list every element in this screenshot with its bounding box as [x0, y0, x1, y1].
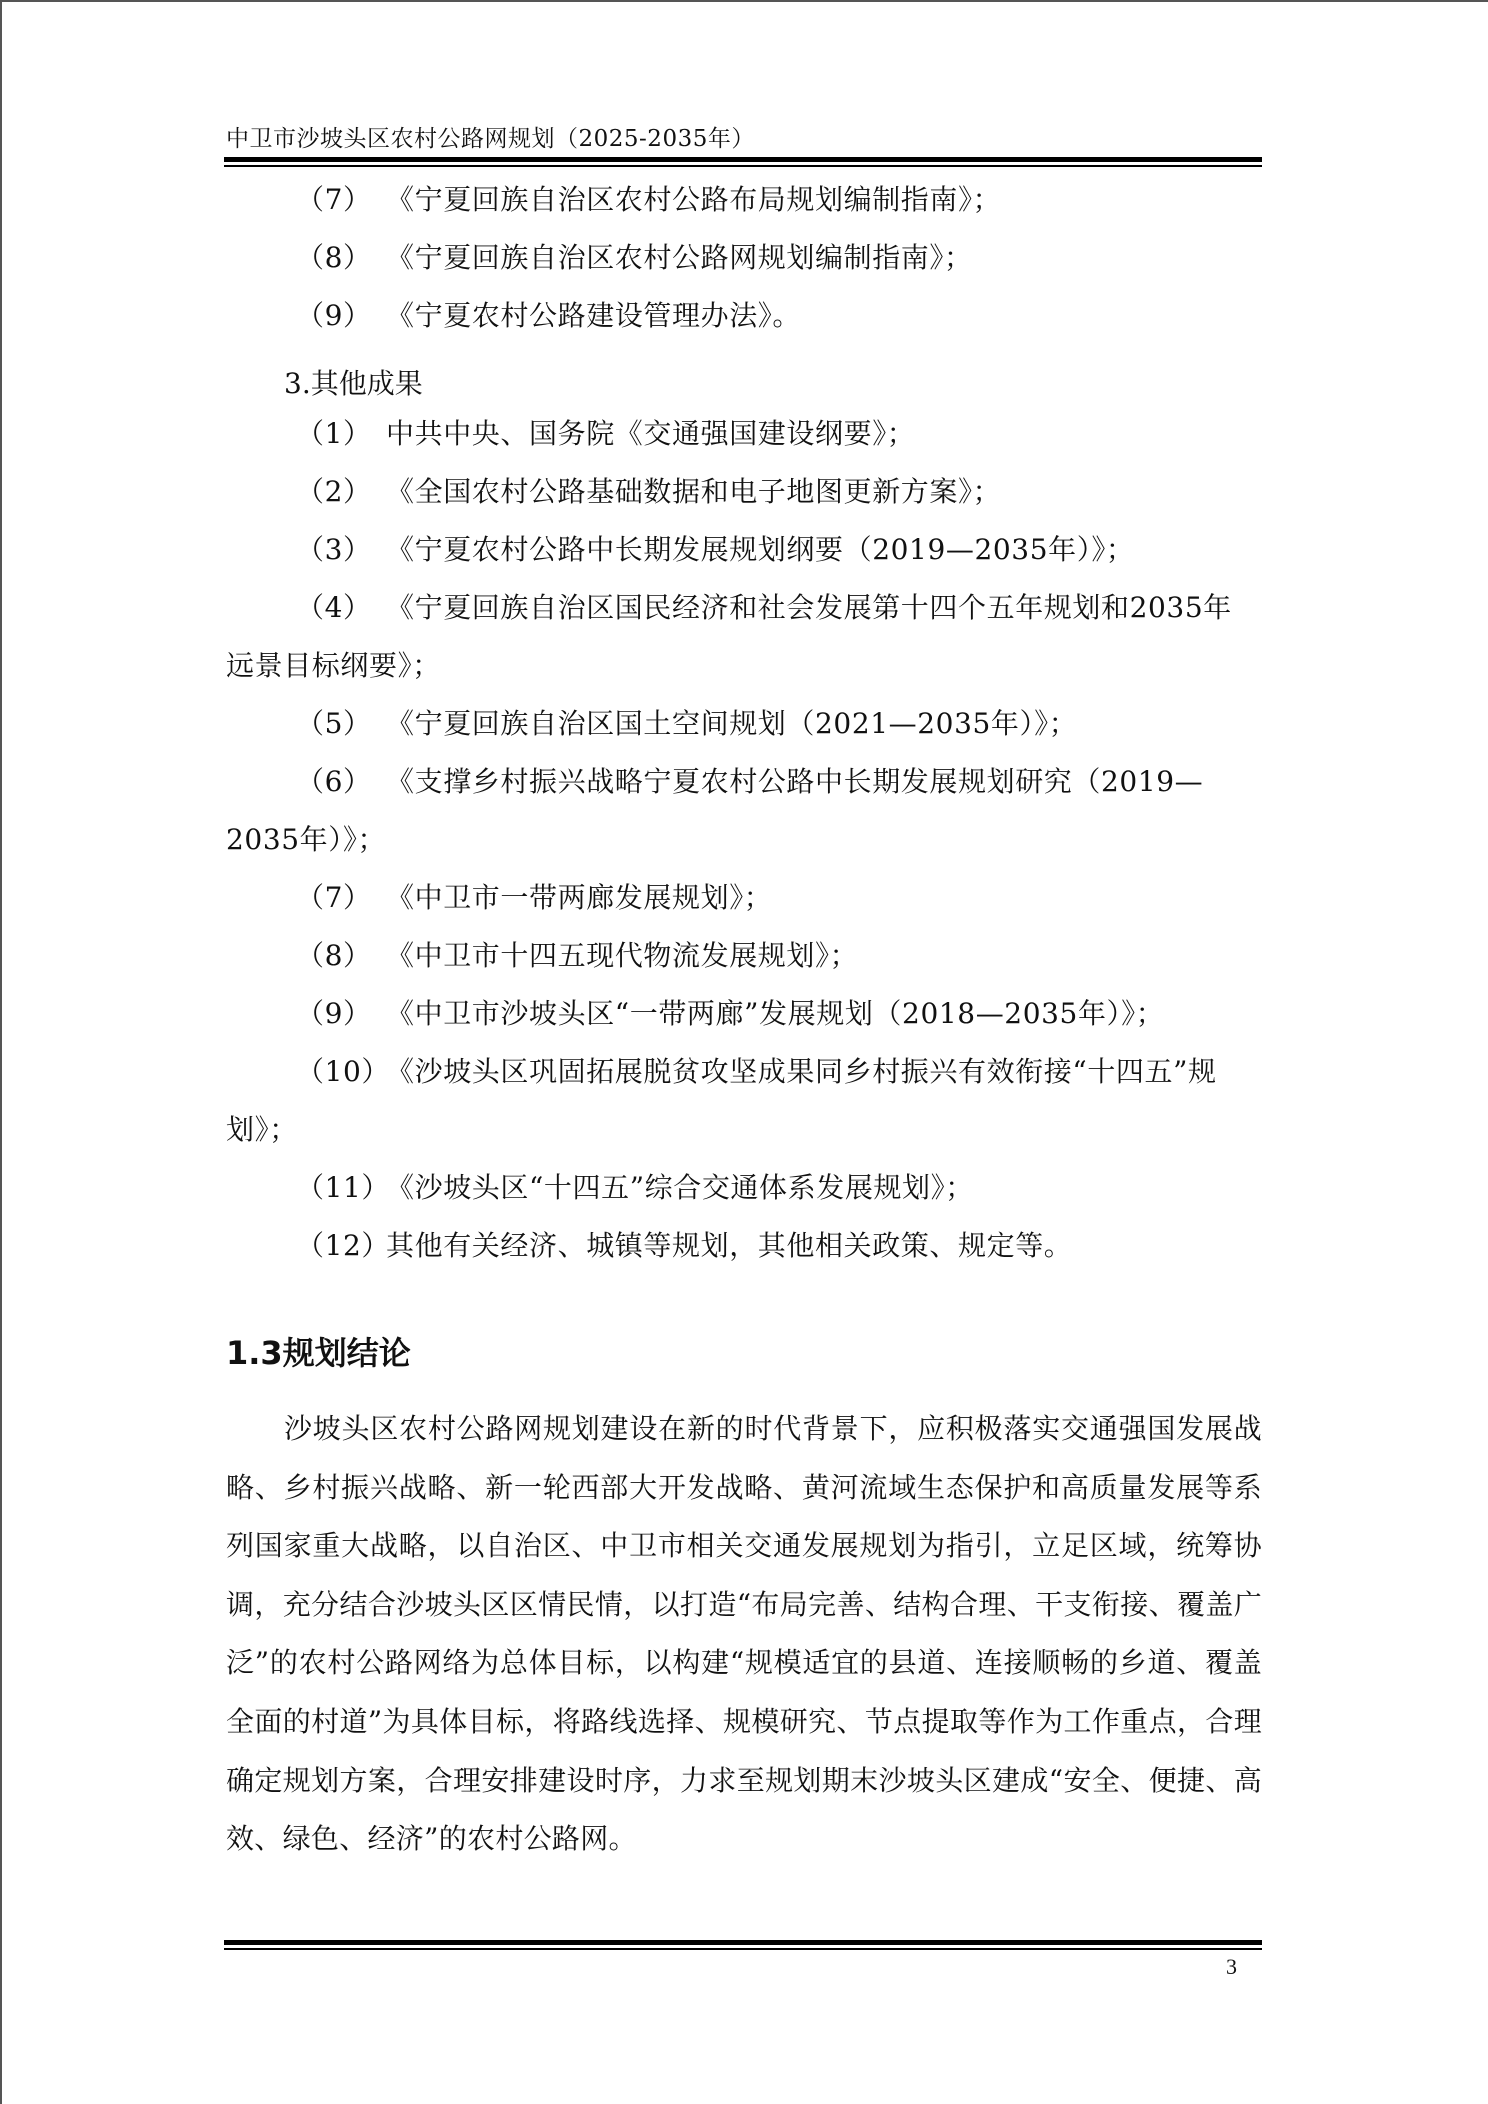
list-item-text: 其他有关经济、城镇等规划，其他相关政策、规定等。: [386, 1229, 1073, 1262]
page-number: 3: [1226, 1954, 1237, 1979]
page-border-left: [0, 0, 2, 2104]
list-item: [296, 994, 1164, 1034]
list-item-number: （10）: [296, 1055, 391, 1088]
list-item-number: （5）: [296, 707, 372, 740]
list-item: [296, 762, 1203, 802]
footer-rule-thick: [224, 1940, 1262, 1945]
list-item: [296, 414, 915, 454]
list-item-text: 《沙坡头区“十四五”综合交通体系发展规划》；: [386, 1171, 974, 1204]
list-item-text: 《宁夏农村公路中长期发展规划纲要（2019—2035年）》；: [386, 533, 1135, 566]
list-item: [296, 1168, 974, 1208]
list-item: [296, 1226, 1072, 1266]
header-rule-thick: [224, 157, 1262, 162]
list-item-text: 《宁夏回族自治区农村公路网规划编制指南》；: [386, 241, 973, 274]
header-rule-thin: [224, 165, 1262, 167]
list-item: [296, 238, 973, 278]
list-item-number: （8）: [296, 939, 372, 972]
subsection-title: 3.其他成果: [284, 367, 423, 400]
list-item-text: 《宁夏农村公路建设管理办法》。: [386, 299, 802, 332]
list-item: [296, 1052, 1217, 1092]
list-item-continuation: 划》；: [226, 1113, 298, 1146]
list-item-number: （6）: [296, 765, 372, 798]
list-item-text: 《全国农村公路基础数据和电子地图更新方案》；: [386, 475, 1002, 508]
list-item: [296, 588, 1232, 628]
list-item: [296, 878, 772, 918]
list-item-text: 《中卫市十四五现代物流发展规划》；: [386, 939, 859, 972]
list-item-continuation: 2035年）》；: [226, 823, 387, 856]
list-item-number: （12）: [296, 1229, 391, 1262]
list-item-text: 《宁夏回族自治区国土空间规划（2021—2035年）》；: [386, 707, 1078, 740]
list-item-text: 《中卫市沙坡头区“一带两廊”发展规划（2018—2035年）》；: [386, 997, 1165, 1030]
list-item-text: 《宁夏回族自治区农村公路布局规划编制指南》；: [386, 183, 1002, 216]
list-item-text: 《沙坡头区巩固拓展脱贫攻坚成果同乡村振兴有效衔接“十四五”规: [386, 1055, 1217, 1088]
list-item-number: （9）: [296, 997, 372, 1030]
list-item-number: （8）: [296, 241, 372, 274]
list-item-number: （7）: [296, 881, 372, 914]
list-item-continuation: 远景目标纲要》；: [226, 649, 441, 682]
list-item-number: （11）: [296, 1171, 391, 1204]
list-item-number: （9）: [296, 299, 372, 332]
footer-rule-thin: [224, 1948, 1262, 1950]
list-item-number: （4）: [296, 591, 372, 624]
list-item: [296, 936, 858, 976]
list-item-text: 《支撑乡村振兴战略宁夏农村公路中长期发展规划研究（2019—: [386, 765, 1204, 798]
list-item-number: （2）: [296, 475, 372, 508]
list-item-number: （7）: [296, 183, 372, 216]
page-border-top: [0, 0, 1488, 2]
section-paragraph: 沙坡头区农村公路网规划建设在新的时代背景下，应积极落实交通强国发展战略、乡村振兴战略、新一轮西部大开发战略、黄河流域生态保护和高质量发展等系列国家重大战略，以自治区、中卫市相关交通发展规划为指引，立足区域，统筹协调，充分结合沙坡头区区情民情，以打造“布局完善、结构合理、干支衔接、覆盖广泛”的农村公路网络为总体目标，以构建“规模适宜的县道、连接顺畅的乡道、覆盖全面的村道”为具体目标，将路线选择、规模研究、节点提取等作为工作重点，合理确定规划方案，合理安排建设时序，力求至规划期末沙坡头区建成“安全、便捷、高效、绿色、经济”的农村公路网。: [226, 1412, 1262, 1856]
list-item: [296, 472, 1001, 512]
list-item: [296, 296, 801, 336]
list-item-number: （1）: [296, 417, 372, 450]
list-item-text: 《中卫市一带两廊发展规划》；: [386, 881, 773, 914]
list-item-number: （3）: [296, 533, 372, 566]
header-title: 中卫市沙坡头区农村公路网规划（2025-2035年）: [226, 126, 755, 152]
list-item-text: 《宁夏回族自治区国民经济和社会发展第十四个五年规划和2035年: [386, 591, 1232, 624]
list-item-text: 中共中央、国务院《交通强国建设纲要》；: [386, 417, 916, 450]
list-item: [296, 530, 1135, 570]
list-item: [296, 704, 1077, 744]
section-heading: 1.3规划结论: [226, 1334, 411, 1372]
list-item: [296, 180, 1001, 220]
